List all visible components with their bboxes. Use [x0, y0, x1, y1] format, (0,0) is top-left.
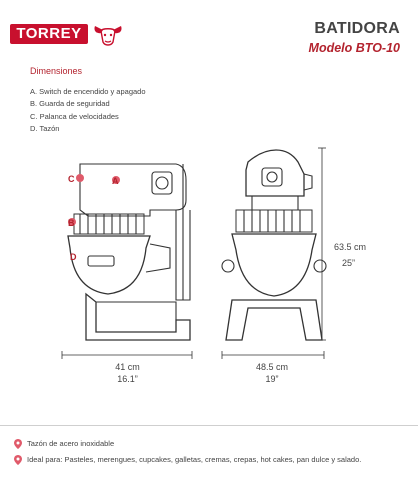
- brand-name: TORREY: [10, 24, 88, 44]
- legend-item: C. Palanca de velocidades: [30, 111, 119, 121]
- legend-item: D. Tazón: [30, 123, 60, 133]
- height-dimension: [318, 148, 326, 340]
- bull-head-icon: [92, 22, 124, 48]
- dimensions-title: Dimensiones: [30, 66, 83, 76]
- front-width-in: 16.1”: [117, 374, 138, 384]
- callout-a: A: [112, 176, 119, 186]
- mixer-technical-drawing: [0, 140, 418, 400]
- callout-b: B: [68, 218, 75, 228]
- side-width-dimension: [222, 351, 324, 359]
- location-pin-icon: [14, 439, 22, 449]
- brand-logo: [10, 22, 120, 48]
- mixer-side-view: [222, 150, 326, 340]
- legend-item: B. Guarda de seguridad: [30, 99, 110, 109]
- list-item: [14, 439, 369, 449]
- feature-text: Tazón de acero inoxidable: [27, 439, 115, 448]
- feature-text: Ideal para: Pasteles, merengues, cupcakes, galletas, cremas, crepas, hot cakes, pan dulce y salado.: [27, 455, 362, 464]
- feature-list: [14, 439, 369, 471]
- product-model: Modelo BTO-10: [308, 41, 400, 55]
- mixer-front-view: [68, 164, 190, 340]
- location-pin-icon: [14, 455, 22, 465]
- callout-c: C: [68, 174, 75, 184]
- section-divider: [0, 425, 418, 426]
- callout-labels: [68, 174, 119, 262]
- front-width-dimension: [62, 351, 192, 359]
- height-in: 25”: [342, 258, 356, 268]
- side-width-cm: 48.5 cm: [255, 362, 288, 372]
- side-width-in: 19”: [265, 374, 279, 384]
- height-cm: 63.5 cm: [334, 242, 367, 252]
- parts-legend: [30, 86, 146, 135]
- front-width-cm: 41 cm: [115, 362, 140, 372]
- legend-item: A. Switch de encendido y apagado: [30, 87, 146, 96]
- product-heading: [309, 20, 400, 55]
- callout-d: D: [70, 252, 77, 262]
- list-item: [14, 455, 369, 465]
- product-title: BATIDORA: [314, 20, 400, 37]
